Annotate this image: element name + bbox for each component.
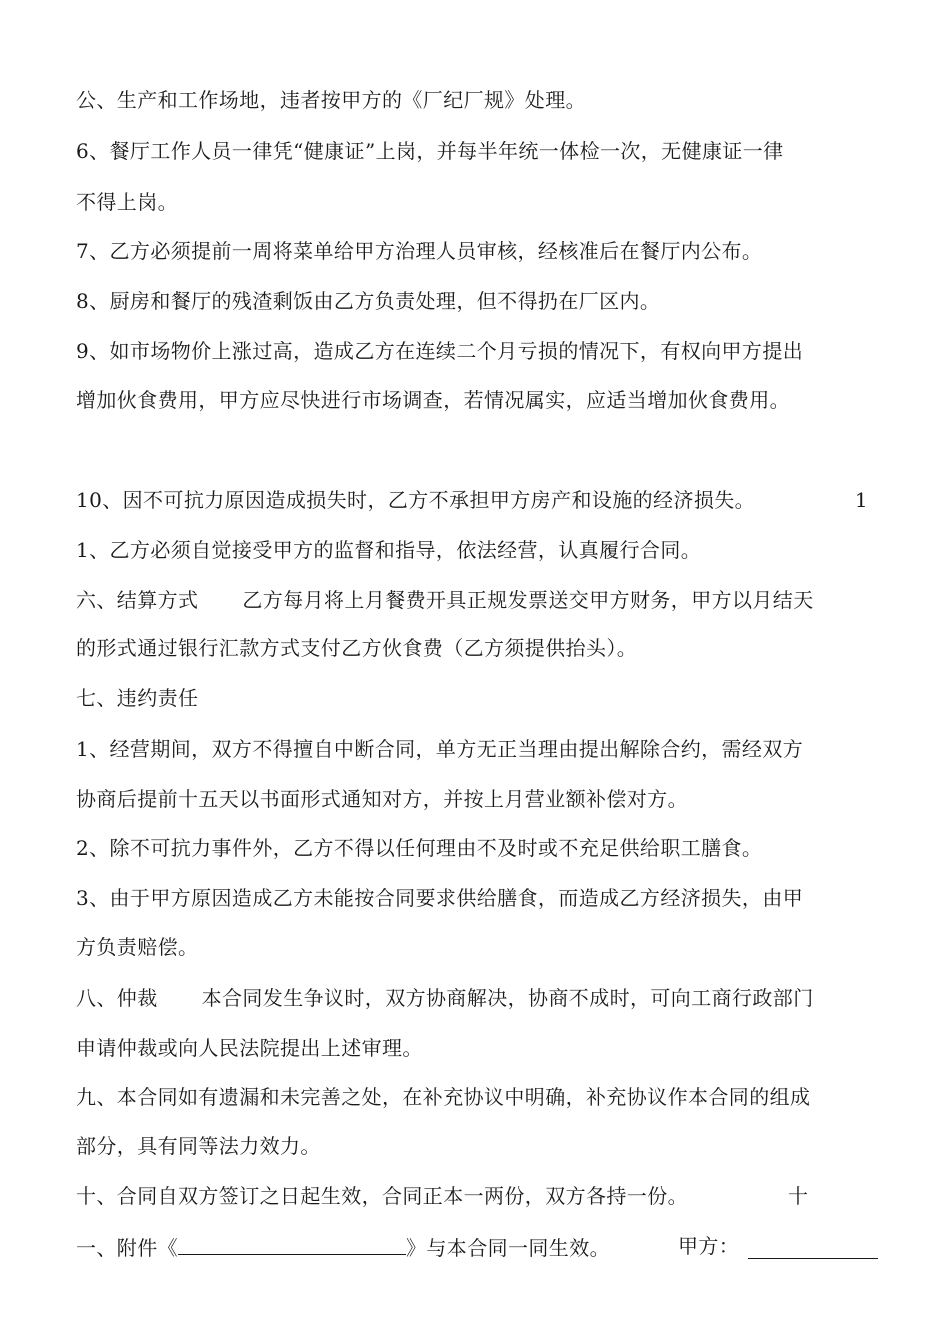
section-6-text: 乙方每月将上月餐费开具正规发票送交甲方财务，甲方以月结天 — [242, 588, 814, 612]
section-6-heading: 六、结算方式 — [76, 588, 199, 612]
section-8-line-1 — [76, 984, 880, 1012]
attachment-effective-text: 》与本合同一同生效。 — [406, 1236, 610, 1260]
section-11-line — [76, 1232, 880, 1262]
section-6-line-1 — [76, 586, 880, 614]
section-6-line-2: 的形式通过银行汇款方式支付乙方伙食费（乙方须提供抬头）。 — [76, 636, 638, 660]
section-7-item-3-line-2: 方负责赔偿。 — [76, 935, 199, 959]
clause-6-line-1 — [76, 137, 880, 165]
clause-6-line-2: 不得上岗。 — [76, 190, 178, 214]
section-10 — [76, 1182, 880, 1210]
clause-10-text: 10、因不可抗力原因造成损失时，乙方不承担甲方房产和设施的经济损失。 — [76, 488, 756, 512]
section-9-line-1: 九、本合同如有遗漏和未完善之处，在补充协议中明确，补充协议作本合同的组成 — [76, 1085, 811, 1109]
clause-11: 1、乙方必须自觉接受甲方的监督和指导，依法经营，认真履行合同。 — [76, 538, 702, 562]
attachment-label: 一、附件《 — [76, 1236, 178, 1260]
attachment-name-blank[interactable] — [178, 1232, 406, 1255]
section-8-text: 本合同发生争议时，双方协商解决，协商不成时，可向工商行政部门 — [201, 986, 814, 1010]
clause-7: 7、乙方必须提前一周将菜单给甲方治理人员审核，经核准后在餐厅内公布。 — [76, 239, 763, 263]
party-a-signature-blank[interactable] — [748, 1236, 878, 1259]
section-7-item-3-line-1: 3、由于甲方原因造成乙方未能按合同要求供给膳食，而造成乙方经济损失，由甲 — [76, 886, 804, 910]
clause-10 — [76, 486, 880, 514]
section-8-heading: 八、仲裁 — [76, 986, 158, 1010]
section-7-item-2: 2、除不可抗力事件外，乙方不得以任何理由不及时或不充足供给职工膳食。 — [76, 836, 763, 860]
section-10-text: 十、合同自双方签订之日起生效，合同正本一两份，双方各持一份。 — [76, 1184, 688, 1208]
clause-8: 8、厨房和餐厅的残渣剩饭由乙方负责处理，但不得扔在厂区内。 — [76, 289, 661, 313]
party-a-label: 甲方： — [678, 1234, 740, 1258]
text-span: 6、餐厅工作人员一律凭“健康证”上岗，并每半年统一体检一次，无健康证一律 — [76, 139, 784, 163]
section-7-item-1-line-2: 协商后提前十五天以书面形式通知对方，并按上月营业额补偿对方。 — [76, 787, 688, 811]
section-11-prefix: 十 — [788, 1184, 809, 1208]
section-8-line-2: 申请仲裁或向人民法院提出上述审理。 — [76, 1036, 423, 1060]
clause-9-line-2: 增加伙食费用，甲方应尽快进行市场调查，若情况属实，应适当增加伙食费用。 — [76, 388, 790, 412]
section-7-heading: 七、违约责任 — [76, 686, 199, 710]
section-7-item-1-line-1: 1、经营期间，双方不得擅自中断合同，单方无正当理由提出解除合约，需经双方 — [76, 737, 804, 761]
section-9-line-2: 部分，具有同等法力效力。 — [76, 1134, 321, 1158]
text-line: 公、生产和工作场地，违者按甲方的《厂纪厂规》处理。 — [76, 88, 586, 112]
clause-9-line-1: 9、如市场物价上涨过高，造成乙方在连续二个月亏损的情况下，有权向甲方提出 — [76, 339, 804, 363]
clause-11-number-prefix: 1 — [854, 488, 868, 512]
